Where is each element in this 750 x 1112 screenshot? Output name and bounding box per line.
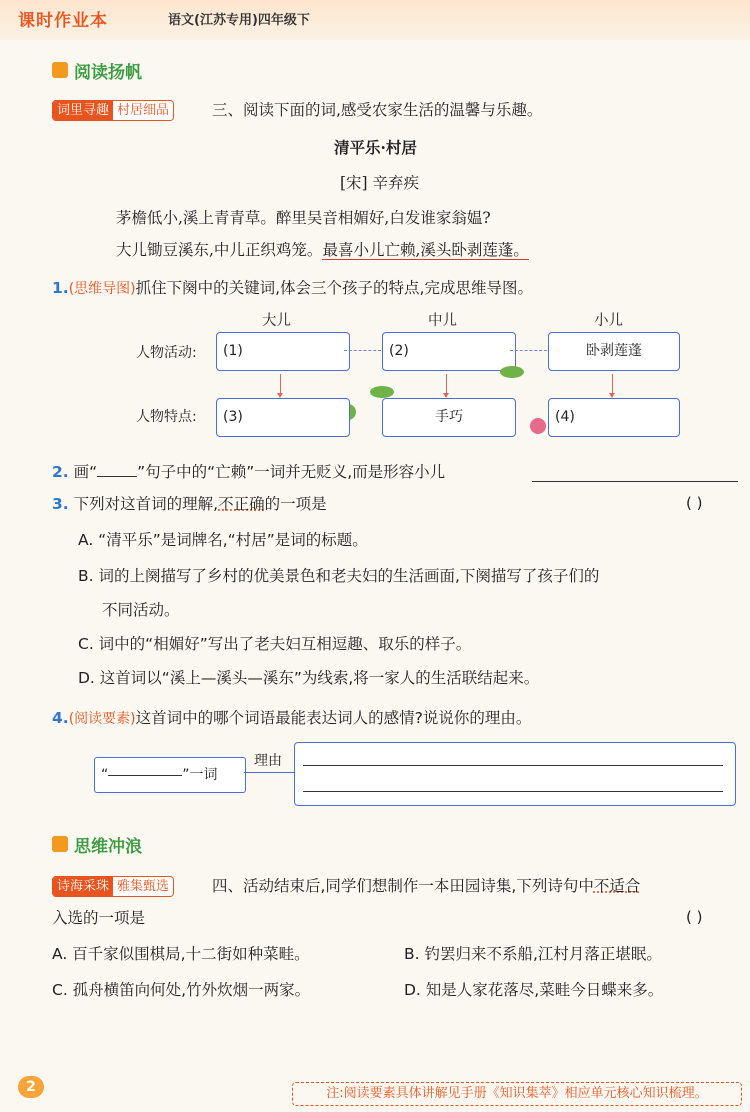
section-tag: [52, 100, 174, 121]
poem-line-1: 茅檐低小,溪上青青草。醉里吴音相媚好,白发谁家翁媪?: [116, 209, 491, 227]
poem-line-2: [116, 240, 529, 260]
poem-line-2-underlined: 最喜小儿亡赖,溪头卧剥莲蓬。: [322, 241, 529, 259]
map-arrow: [446, 374, 447, 394]
section-instruction: 三、阅读下面的词,感受农家生活的温馨与乐趣。: [212, 101, 543, 119]
q3-option-d[interactable]: D. 这首词以“溪上—溪头—溪东”为线索,将一家人的生活联结起来。: [78, 669, 540, 687]
s2-text-a: 四、活动结束后,同学们想制作一本田园诗集,下列诗句中: [212, 877, 594, 895]
q3-option-c[interactable]: C. 词中的“相媚好”写出了老夫妇互相逗趣、取乐的样子。: [78, 635, 472, 653]
q1-text: 抓住下阕中的关键词,体会三个孩子的特点,完成思维导图。: [135, 279, 533, 297]
s2-option-a[interactable]: A. 百千家似围棋局,十二街如种菜畦。: [52, 945, 310, 963]
map-box-eldest-trait[interactable]: [216, 398, 350, 437]
box-c-text: 卧剥莲蓬: [586, 343, 642, 359]
box-d-text: (3): [223, 409, 243, 425]
book-brand: 课时作业本: [18, 11, 108, 31]
tag-primary: 诗海采珠: [53, 877, 113, 896]
section2-instruction: [212, 876, 640, 896]
map-arrow: [612, 374, 613, 394]
tag-secondary: 村居细品: [113, 101, 173, 120]
q4-tag: (阅读要素): [68, 711, 136, 727]
q2-blank-1[interactable]: [97, 476, 137, 477]
s2-answer-paren[interactable]: ( ): [686, 908, 703, 926]
question-1: [52, 278, 533, 299]
question-4: [52, 708, 531, 729]
q4-word-quote-close: ”一词: [182, 767, 218, 783]
poem-title: 清平乐·村居: [334, 138, 417, 157]
box-e-text: 手巧: [435, 409, 463, 425]
map-box-middle-activity[interactable]: [382, 332, 516, 371]
q1-tag: (思维导图): [68, 281, 136, 297]
map-box-middle-trait: [382, 398, 516, 437]
col-label-eldest: 大儿: [262, 313, 291, 329]
q3-text-c: 的一项是: [264, 495, 327, 513]
q3-text-a: 下列对这首词的理解,: [73, 495, 219, 513]
poem-author: [宋] 辛弃疾: [340, 174, 420, 192]
section-tag: [52, 876, 174, 897]
s2-emphasis: 不适合: [593, 877, 641, 895]
box-b-text: (2): [389, 343, 409, 359]
q4-number: 4.: [52, 709, 69, 727]
book-icon: [52, 62, 68, 78]
page-number: 2: [18, 1076, 44, 1098]
map-arrow: [280, 374, 281, 394]
question-3: [52, 494, 327, 514]
row-label-activity: 人物活动:: [136, 345, 197, 361]
tag-secondary: 雅集甄选: [113, 877, 173, 896]
q3-answer-paren[interactable]: ( ): [686, 494, 703, 512]
book-subject: 语文(江苏专用)四年级下: [168, 13, 310, 28]
q2-number: 2.: [52, 463, 69, 481]
q4-reason-line: [303, 791, 723, 792]
row-label-trait: 人物特点:: [136, 409, 197, 425]
q4-text: 这首词中的哪个词语最能表达词人的感情?说说你的理由。: [135, 709, 532, 727]
map-box-youngest-activity: [548, 332, 680, 371]
poem-line-2-start: 大儿锄豆溪东,中儿正织鸡笼。: [116, 241, 323, 259]
footer-note: 注:阅读要素具体讲解见手册《知识集萃》相应单元核心知识梳理。: [292, 1082, 742, 1106]
q2-text-a: 画“: [73, 463, 98, 481]
q3-option-a[interactable]: A. “清平乐”是词牌名,“村居”是词的标题。: [78, 531, 368, 549]
s2-option-c[interactable]: C. 孤舟横笛向何处,竹外炊烟一两家。: [52, 981, 311, 999]
q4-word-blank[interactable]: [108, 775, 182, 776]
q3-emphasis: 不正确: [218, 495, 265, 513]
question-2: [52, 462, 445, 482]
section-title-thinking: 思维冲浪: [74, 837, 142, 857]
section2-instruction-cont: 入选的一项是: [52, 909, 146, 927]
s2-option-d[interactable]: D. 知是人家花落尽,菜畦今日蝶来多。: [404, 981, 664, 999]
col-label-middle: 中儿: [428, 313, 457, 329]
q4-connector: [244, 772, 294, 773]
q4-reason-line: [303, 765, 723, 766]
q3-option-b-cont: 不同活动。: [102, 601, 180, 619]
lotus-leaf-icon: [370, 386, 394, 398]
s2-option-b[interactable]: B. 钓罢归来不系船,江村月落正堪眠。: [404, 945, 662, 963]
q3-number: 3.: [52, 495, 69, 513]
lotus-leaf-icon: [500, 366, 524, 378]
wave-icon: [52, 836, 68, 852]
q4-word-quote-open: “: [101, 767, 109, 783]
lotus-flower-icon: [530, 418, 546, 434]
map-connector: [344, 350, 381, 351]
q4-word-box: [94, 757, 246, 793]
section-title-reading: 阅读扬帆: [74, 63, 142, 83]
map-box-eldest-activity[interactable]: [216, 332, 350, 371]
tag-primary: 词里寻趣: [53, 101, 113, 120]
box-f-text: (4): [555, 409, 575, 425]
box-a-text: (1): [223, 343, 243, 359]
q1-number: 1.: [52, 279, 69, 297]
q2-answer-blank[interactable]: [532, 481, 738, 482]
q4-reason-box[interactable]: [294, 742, 736, 806]
map-box-youngest-trait[interactable]: [548, 398, 680, 437]
q3-option-b[interactable]: B. 词的上阕描写了乡村的优美景色和老夫妇的生活画面,下阕描写了孩子们的: [78, 567, 600, 585]
header-bar: [0, 0, 750, 40]
map-connector: [510, 350, 547, 351]
col-label-youngest: 小儿: [594, 313, 623, 329]
q4-reason-label: 理由: [254, 753, 282, 769]
q2-text-b: ”句子中的“亡赖”一词并无贬义,而是形容小儿: [137, 463, 446, 481]
